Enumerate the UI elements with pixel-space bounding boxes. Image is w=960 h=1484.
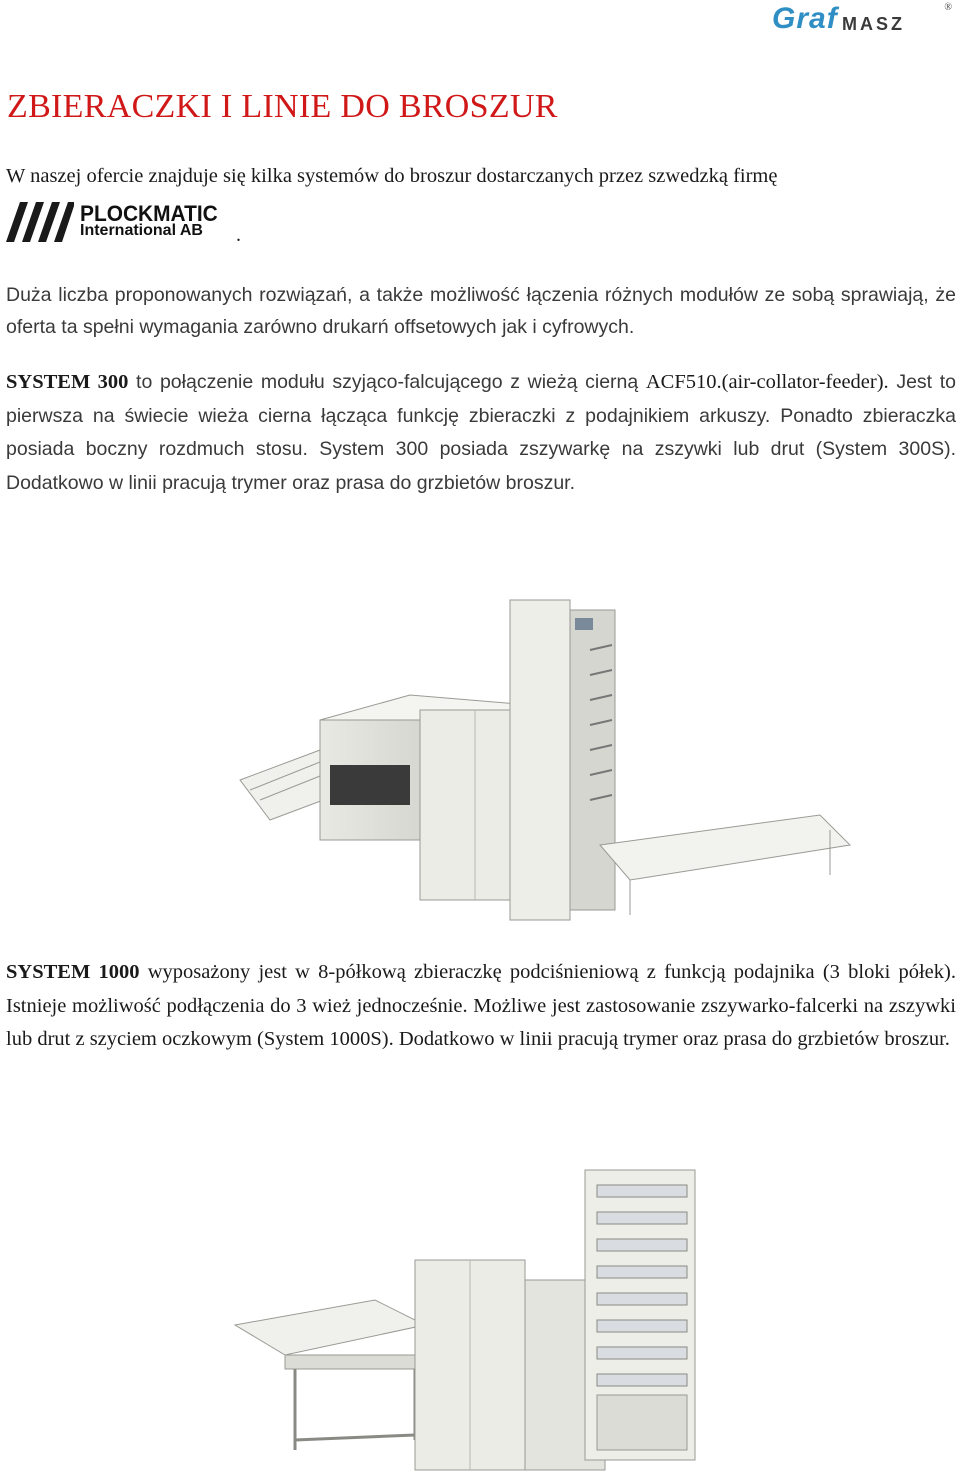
system1000-label: SYSTEM 1000 (6, 961, 140, 983)
system300-machine-image (230, 590, 870, 930)
system300-text-b: ACF510.(air-collator-feeder). (645, 371, 889, 393)
system300-paragraph (6, 366, 956, 500)
options-text: Duża liczba proponowanych rozwiązań, a także możliwość łączenia różnych modułów ze sobą sprawiają, że oferta ta spełni wymagania zarówno drukarń offsetowych jak i cyfrowych. (6, 284, 956, 338)
intro-sentence: W naszej ofercie znajduje się kilka systemów do broszur dostarczanych przez szwedzką firmę (6, 165, 778, 187)
intro-text (6, 160, 956, 193)
system1000-text: wyposażony jest w 8-półkową zbieraczkę podciśnieniową z funkcją podajnika (3 bloki półek). Istnieje możliwość podłączenia do 3 wież jednocześnie. Możliwe jest zastosowanie zszywarko-falcerki na zszywki lub drut z szyciem oczkowym (System 1000S). Dodatkowo w linii pracują trymer oraz prasa do grzbietów broszur. (6, 961, 956, 1050)
plockmatic-subtitle: International AB (80, 222, 203, 239)
page-title: ZBIERACZKI I LINIE DO BROSZUR (7, 88, 558, 125)
system300-label: SYSTEM 300 (6, 371, 129, 393)
plockmatic-logo (6, 202, 236, 244)
brand-graf: Graf (772, 2, 838, 35)
system300-text-a: to połączenie modułu szyjąco-falcującego z wieżą cierną (128, 371, 646, 393)
system300-text-c: Jest to pierwsza na świecie wieża cierna łącząca funkcję zbieraczki z podajnikiem arkuszy. Ponadto zbieraczka posiada boczny rozdmuch stosu. System 300 posiada zszywarkę na zszywki lub drut (System 300S). Dodatkowo w linii pracują trymer oraz prasa do grzbietów broszur. (6, 371, 956, 494)
system1000-paragraph (6, 956, 956, 1057)
options-paragraph (6, 279, 956, 343)
logo-trailing-dot: . (236, 224, 241, 246)
plockmatic-stripes-icon (6, 202, 74, 242)
system1000-machine-image (225, 1150, 725, 1480)
plockmatic-name: PLOCKMATIC (80, 201, 218, 226)
brand-masz: MASZ (842, 14, 905, 34)
brand-registered: ® (944, 2, 952, 13)
grafmasz-logo (772, 2, 952, 38)
